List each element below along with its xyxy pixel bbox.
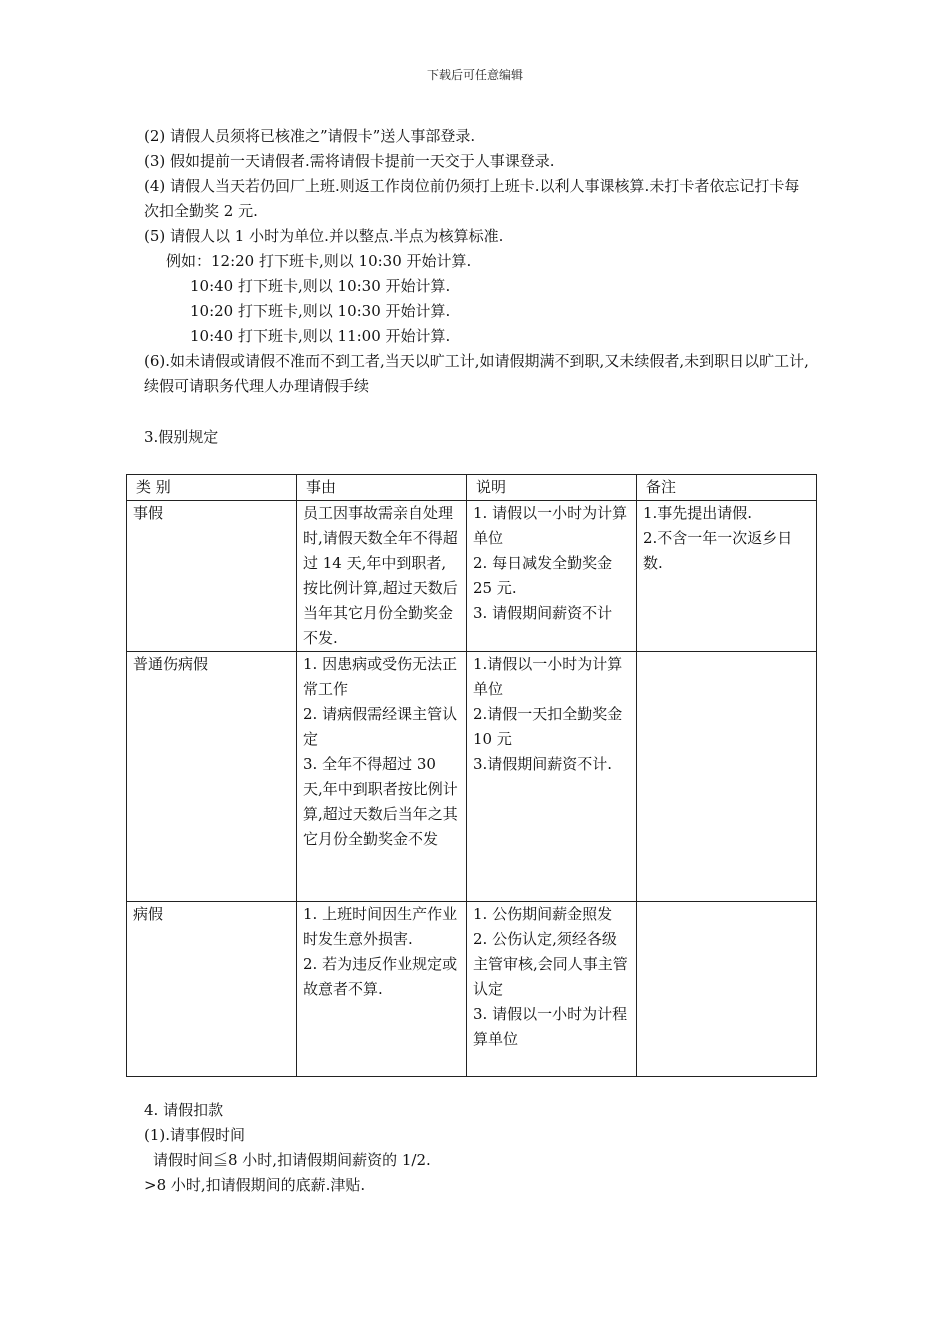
section-4-title: 4. 请假扣款 <box>144 1101 224 1119</box>
cell-description <box>467 902 637 1077</box>
section-4-sub: (1).请事假时间 <box>144 1126 246 1144</box>
table-row <box>127 501 817 652</box>
rules-text <box>144 124 814 450</box>
table-header-row <box>127 475 817 501</box>
desc-line: 1. 公伤期间薪金照发 <box>473 905 613 923</box>
table-row <box>127 902 817 1077</box>
item-2: (2) 请假人员须将已核准之”请假卡”送人事部登录. <box>144 127 476 145</box>
desc-line: 3. 请假期间薪资不计 <box>473 604 613 622</box>
header-note: 备注 <box>637 475 817 501</box>
example-line: 10:40 打下班卡,则以 11:00 开始计算. <box>190 327 451 345</box>
reason-line: 2. 若为违反作业规定或故意者不算. <box>303 955 458 998</box>
desc-line: 2. 公伤认定,须经各级主管审核,会同人事主管认定 <box>473 930 628 998</box>
table-row <box>127 652 817 902</box>
cell-note <box>637 501 817 652</box>
note-line: 2.不含一年一次返乡日数. <box>643 529 793 572</box>
reason-line: 员工因事故需亲自处理时,请假天数全年不得超过 14 天,年中到职者,按比例计算,超过天数后当年其它月份全勤奖金不发. <box>303 504 458 647</box>
cell-description <box>467 501 637 652</box>
cell-description <box>467 652 637 902</box>
item-4: (4) 请假人当天若仍回厂上班.则返工作岗位前仍须打上班卡.以利人事课核算.未打卡者依忘记打卡每次扣全勤奖 2 元. <box>144 177 800 220</box>
section-4-line: 请假时间≦8 小时,扣请假期间薪资的 1/2. <box>153 1151 431 1169</box>
section-4-line: >8 小时,扣请假期间的底薪.津贴. <box>144 1176 366 1194</box>
example-line: 10:20 打下班卡,则以 10:30 开始计算. <box>190 302 451 320</box>
section-4 <box>144 1098 814 1198</box>
cell-category: 病假 <box>127 902 297 1077</box>
note-line: 1.事先提出请假. <box>643 504 753 522</box>
cell-reason <box>297 902 467 1077</box>
section-3-title: 3.假别规定 <box>144 428 219 446</box>
page-header: 下载后可任意编辑 <box>426 68 523 82</box>
item-3: (3) 假如提前一天请假者.需将请假卡提前一天交于人事课登录. <box>144 152 555 170</box>
header-reason: 事由 <box>297 475 467 501</box>
reason-line: 1. 上班时间因生产作业时发生意外损害. <box>303 905 458 948</box>
cell-category: 普通伤病假 <box>127 652 297 902</box>
header-description: 说明 <box>467 475 637 501</box>
cell-reason <box>297 652 467 902</box>
desc-line: 2. 每日减发全勤奖金 25 元. <box>473 554 613 597</box>
cell-note <box>637 902 817 1077</box>
desc-line: 1.请假以一小时为计算单位 <box>473 655 623 698</box>
example-lead: 例如：12:20 打下班卡,则以 10:30 开始计算. <box>166 252 472 270</box>
cell-reason <box>297 501 467 652</box>
example-line: 10:40 打下班卡,则以 10:30 开始计算. <box>190 277 451 295</box>
leave-types-table <box>126 474 817 1077</box>
cell-category: 事假 <box>127 501 297 652</box>
desc-line: 3.请假期间薪资不计. <box>473 755 613 773</box>
reason-line: 2. 请病假需经课主管认定 <box>303 705 458 748</box>
desc-line: 3. 请假以一小时为计程算单位 <box>473 1005 628 1048</box>
header-category: 类 别 <box>127 475 297 501</box>
desc-line: 1. 请假以一小时为计算单位 <box>473 504 628 547</box>
item-6: (6).如未请假或请假不准而不到工者,当天以旷工计,如请假期满不到职,又未续假者,未到职日以旷工计,续假可请职务代理人办理请假手续 <box>144 352 809 395</box>
desc-line: 2.请假一天扣全勤奖金 10 元 <box>473 705 623 748</box>
reason-line: 3. 全年不得超过 30 天,年中到职者按比例计算,超过天数后当年之其它月份全勤奖金不发 <box>303 755 458 848</box>
reason-line: 1. 因患病或受伤无法正常工作 <box>303 655 458 698</box>
item-5: (5) 请假人以 1 小时为单位.并以整点.半点为核算标准. <box>144 227 504 245</box>
cell-note <box>637 652 817 902</box>
